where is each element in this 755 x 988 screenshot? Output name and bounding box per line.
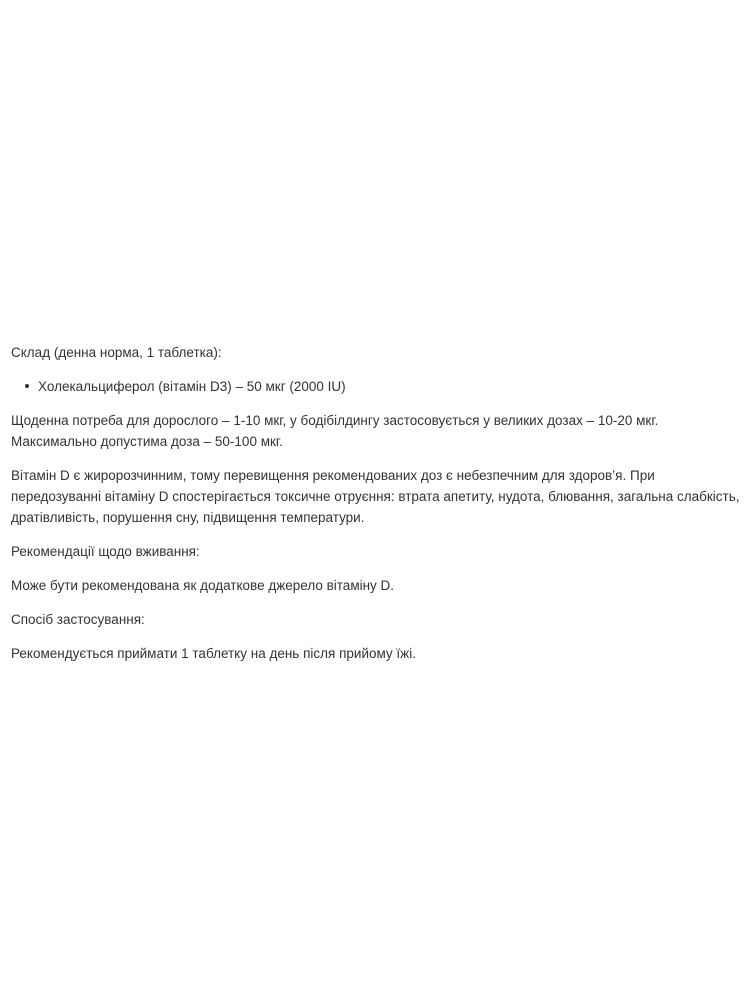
usage-method-heading: Спосіб застосування: — [11, 612, 145, 627]
usage-method-text: Рекомендується приймати 1 таблетку на день після прийому їжі. — [11, 646, 416, 661]
ingredients-list — [11, 376, 743, 397]
ingredient-text: Холекальциферол (вітамін D3) – 50 мкг (2000 IU) — [38, 379, 346, 394]
overdose-warning-paragraph: Вітамін D є жиророзчинним, тому перевищення рекомендованих доз є небезпечним для здоров’я. При передозуванні вітаміну D спостерігається токсичне отруєння: втрата апетиту, нудота, блювання, загальна слабкість, дратівливість, порушення сну, підвищення температури. — [11, 468, 740, 525]
recommendations-heading: Рекомендації щодо вживання: — [11, 544, 200, 559]
recommendations-text: Може бути рекомендована як додаткове джерело вітаміну D. — [11, 578, 395, 593]
daily-need-paragraph: Щоденна потреба для дорослого – 1-10 мкг, у бодібілдингу застосовується у великих дозах – 10-20 мкг. Максимально допустима доза – 50-100 мкг. — [11, 413, 659, 449]
composition-heading: Склад (денна норма, 1 таблетка): — [11, 345, 222, 360]
bullet-icon — [25, 384, 29, 388]
ingredient-list-item — [11, 376, 743, 397]
